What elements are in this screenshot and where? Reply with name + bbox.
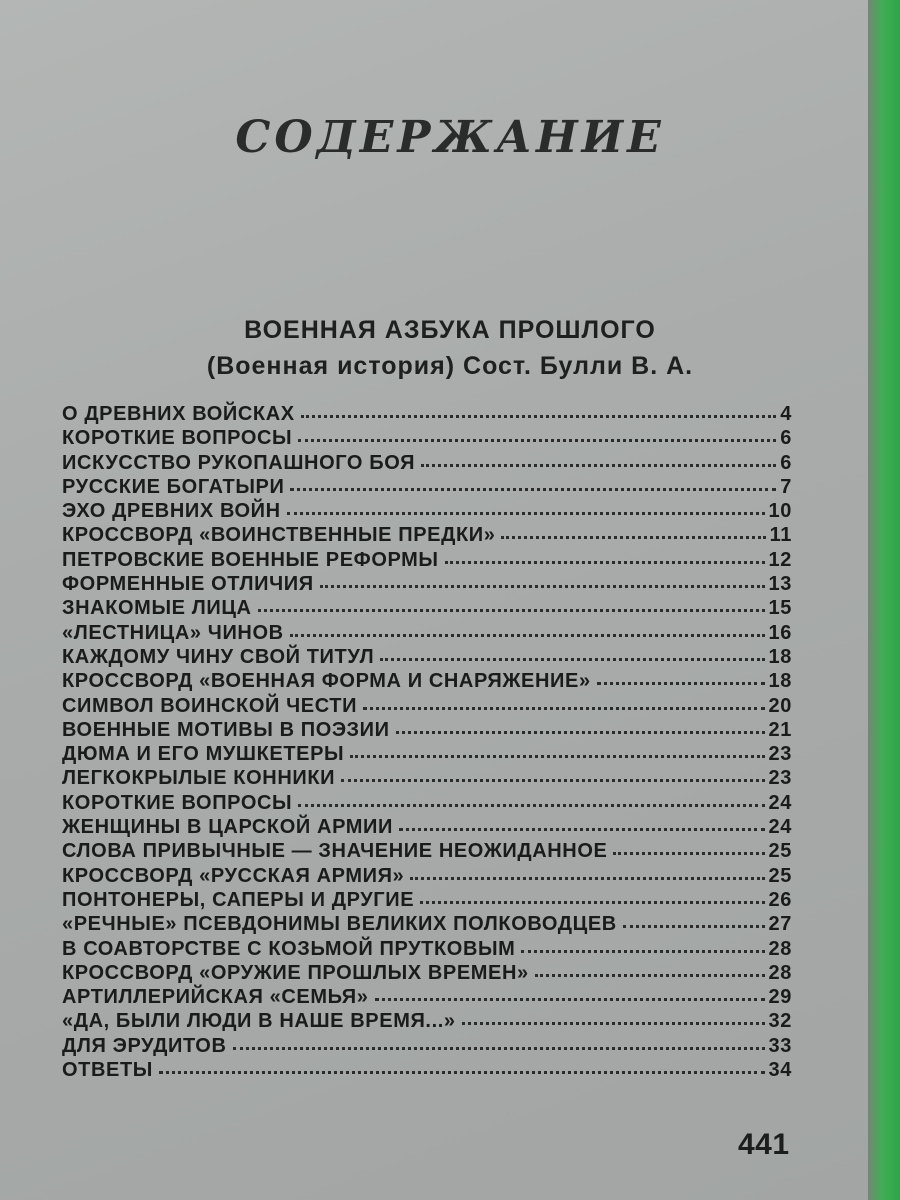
toc-entry-label: ЖЕНЩИНЫ В ЦАРСКОЙ АРМИИ — [62, 816, 393, 839]
toc-entry-label: ПОНТОНЕРЫ, САПЕРЫ И ДРУГИЕ — [62, 888, 415, 911]
toc-entry — [62, 645, 792, 669]
toc-entry-label: ПЕТРОВСКИЕ ВОЕННЫЕ РЕФОРМЫ — [62, 548, 439, 571]
toc-entry-label: РУССКИЕ БОГАТЫРИ — [62, 475, 285, 498]
section-subtitle: (Военная история) Сост. Булли В. А. — [206, 352, 694, 380]
toc-entry-label: ЭХО ДРЕВНИХ ВОЙН — [62, 500, 281, 523]
dot-leader — [521, 949, 764, 953]
toc-entry-label: ФОРМЕННЫЕ ОТЛИЧИЯ — [62, 573, 314, 596]
toc-entry — [62, 451, 792, 475]
toc-entry — [62, 718, 792, 742]
toc-entry-label: КОРОТКИЕ ВОПРОСЫ — [62, 791, 293, 814]
toc-entry-label: О ДРЕВНИХ ВОЙСКАХ — [62, 403, 295, 425]
toc-entry-label: КОРОТКИЕ ВОПРОСЫ — [62, 427, 293, 450]
toc-entry — [62, 548, 792, 572]
dot-leader — [501, 535, 765, 539]
toc-entry — [62, 791, 792, 815]
toc-entry — [62, 839, 792, 863]
dot-leader — [597, 681, 765, 685]
toc-entry-page: 15 — [768, 597, 792, 620]
toc-entry-page: 23 — [768, 743, 792, 766]
dot-leader — [290, 633, 765, 637]
toc-entry-label: КРОССВОРД «ВОИНСТВЕННЫЕ ПРЕДКИ» — [62, 524, 496, 547]
toc-entry-label: КРОССВОРД «РУССКАЯ АРМИЯ» — [62, 864, 405, 887]
toc-entry-page: 18 — [768, 670, 792, 693]
toc-entry — [62, 815, 792, 839]
toc-entry-page: 28 — [768, 937, 792, 960]
page-number: 441 — [738, 1128, 790, 1161]
toc-entry-label: ЗНАКОМЫЕ ЛИЦА — [62, 597, 252, 620]
toc-entry-label: ЛЕГКОКРЫЛЫЕ КОННИКИ — [62, 767, 336, 790]
toc-entry — [62, 1034, 792, 1058]
toc-entry-label: ОТВЕТЫ — [62, 1059, 153, 1082]
toc-entry-label: ДЛЯ ЭРУДИТОВ — [62, 1034, 227, 1057]
dot-leader — [298, 438, 776, 442]
toc-entry-page: 28 — [768, 961, 792, 984]
toc-entry-label: СЛОВА ПРИВЫЧНЫЕ — ЗНАЧЕНИЕ НЕОЖИДАННОЕ — [62, 840, 608, 863]
toc-entry-page: 21 — [768, 718, 792, 741]
toc-entry-page: 25 — [768, 864, 792, 887]
toc-entry-page: 32 — [768, 1010, 792, 1033]
dot-leader — [363, 706, 764, 710]
toc-entry-page: 7 — [780, 475, 792, 498]
dot-leader — [350, 754, 764, 758]
toc-entry-label: ИСКУССТВО РУКОПАШНОГО БОЯ — [62, 451, 416, 474]
toc-entry-page: 34 — [768, 1059, 792, 1082]
toc-entry — [62, 888, 792, 912]
dot-leader — [421, 463, 776, 467]
toc-entry-label: ВОЕННЫЕ МОТИВЫ В ПОЭЗИИ — [62, 718, 390, 741]
toc-entry-label: ДЮМА И ЕГО МУШКЕТЕРЫ — [62, 743, 345, 766]
dot-leader — [341, 778, 764, 782]
toc-entry — [62, 985, 792, 1009]
toc-entry-page: 4 — [780, 403, 792, 425]
dot-leader — [290, 487, 776, 491]
dot-leader — [410, 876, 764, 880]
toc-entry-page: 6 — [780, 451, 792, 474]
toc-entry — [62, 499, 792, 523]
toc-entry-page: 27 — [768, 913, 792, 936]
toc-entry-page: 26 — [768, 888, 792, 911]
toc-entry-label: КРОССВОРД «ОРУЖИЕ ПРОШЛЫХ ВРЕМЕН» — [62, 961, 529, 984]
toc-entry — [62, 912, 792, 936]
toc-entry — [62, 937, 792, 961]
dot-leader — [399, 827, 765, 831]
toc-entry — [62, 572, 792, 596]
dot-leader — [301, 414, 777, 418]
dot-leader — [233, 1046, 765, 1050]
toc-entry-page: 16 — [768, 621, 792, 644]
dot-leader — [623, 924, 765, 928]
toc-entry-label: КАЖДОМУ ЧИНУ СВОЙ ТИТУЛ — [62, 645, 375, 668]
dot-leader — [320, 584, 765, 588]
dot-leader — [535, 973, 765, 977]
toc-entry-page: 33 — [768, 1034, 792, 1057]
toc-entry — [62, 402, 792, 426]
dot-leader — [287, 511, 765, 515]
page-title: СОДЕРЖАНИЕ — [235, 112, 665, 163]
table-of-contents — [62, 402, 792, 1082]
toc-entry — [62, 864, 792, 888]
toc-entry-label: «ДА, БЫЛИ ЛЮДИ В НАШЕ ВРЕМЯ...» — [62, 1010, 456, 1033]
toc-entry — [62, 475, 792, 499]
toc-entry-page: 24 — [768, 791, 792, 814]
dot-leader — [159, 1070, 765, 1074]
toc-entry — [62, 621, 792, 645]
toc-entry-page: 12 — [768, 548, 792, 571]
toc-entry — [62, 1009, 792, 1033]
dot-leader — [396, 730, 765, 734]
toc-entry — [62, 961, 792, 985]
toc-entry — [62, 766, 792, 790]
green-cover-edge — [868, 0, 900, 1200]
dot-leader — [375, 997, 765, 1001]
toc-entry-page: 25 — [768, 840, 792, 863]
toc-entry — [62, 694, 792, 718]
toc-entry-page: 10 — [768, 500, 792, 523]
toc-entry-page: 13 — [768, 573, 792, 596]
toc-entry-label: «ЛЕСТНИЦА» ЧИНОВ — [62, 621, 284, 644]
toc-entry — [62, 426, 792, 450]
toc-entry — [62, 742, 792, 766]
toc-entry — [62, 523, 792, 547]
toc-entry-page: 23 — [768, 767, 792, 790]
dot-leader — [298, 803, 764, 807]
section-title: ВОЕННАЯ АЗБУКА ПРОШЛОГО — [244, 316, 656, 344]
toc-entry-label: СИМВОЛ ВОИНСКОЙ ЧЕСТИ — [62, 694, 358, 717]
toc-entry-page: 24 — [768, 816, 792, 839]
toc-entry-page: 29 — [768, 986, 792, 1009]
dot-leader — [613, 851, 764, 855]
toc-entry-page: 6 — [780, 427, 792, 450]
dot-leader — [445, 560, 765, 564]
toc-entry-page: 11 — [769, 524, 792, 547]
dot-leader — [258, 608, 765, 612]
toc-entry — [62, 1058, 792, 1082]
dot-leader — [380, 657, 764, 661]
toc-entry-label: «РЕЧНЫЕ» ПСЕВДОНИМЫ ВЕЛИКИХ ПОЛКОВОДЦЕВ — [62, 913, 617, 936]
toc-entry-page: 18 — [768, 645, 792, 668]
toc-entry-page: 20 — [768, 694, 792, 717]
toc-entry — [62, 669, 792, 693]
dot-leader — [462, 1021, 765, 1025]
toc-entry-label: АРТИЛЛЕРИЙСКАЯ «СЕМЬЯ» — [62, 986, 369, 1009]
toc-entry — [62, 596, 792, 620]
toc-entry-label: КРОССВОРД «ВОЕННАЯ ФОРМА И СНАРЯЖЕНИЕ» — [62, 670, 591, 693]
toc-entry-label: В СОАВТОРСТВЕ С КОЗЬМОЙ ПРУТКОВЫМ — [62, 937, 516, 960]
dot-leader — [420, 900, 764, 904]
